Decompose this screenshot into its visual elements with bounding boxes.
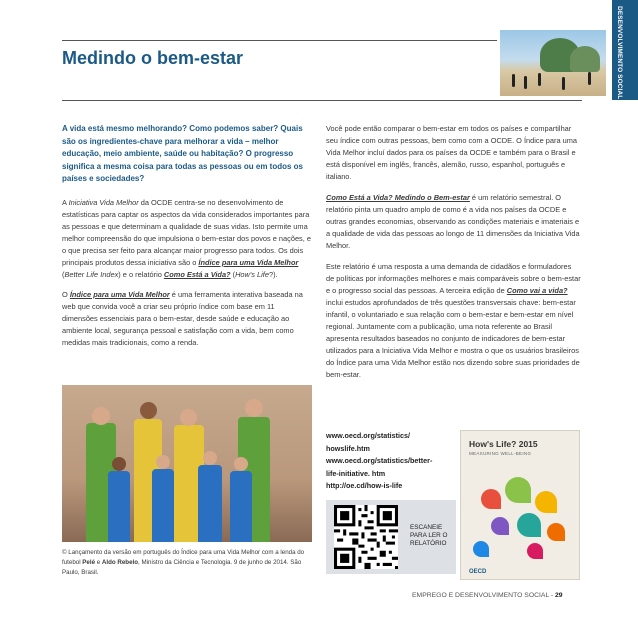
link-text[interactable]: http://oe.cd/how-is-life [326,481,403,490]
link-list [326,430,456,493]
cover-illustration-shape [547,523,565,541]
link-text[interactable]: www.oecd.org/statistics/ [326,431,411,440]
player-silhouette [524,76,527,89]
qr-code[interactable] [334,505,398,569]
paragraph: Você pode então comparar o bem-estar em todos os países e compartilhar seu índice com outras pessoas, bem como com a OCDE. O Índice para uma Vida Melhor incluí dados para os países da OCDE e também para o Brasil e está disponível em inglês, francês, alemão, russo, espanhol, português e italiano. [326,124,577,181]
top-rule [62,40,497,41]
qr-label-line: RELATÓRIO [410,540,447,548]
head [156,455,170,469]
head [245,399,263,417]
cover-illustration-shape [527,543,543,559]
footer-separator: - [548,592,556,599]
link-text[interactable]: howslife.htm [326,443,370,453]
beach-football-photo [500,30,606,96]
left-column [62,197,312,357]
head [203,451,217,465]
qr-code-graphic [334,505,398,569]
paragraph: O Índice para uma Vida Melhor é uma ferramenta interativa baseada na web que convida você a criar seu próprio índice com base em 11 dimensões essenciais para o bem-estar, desde saúde e educação ao ambiente local, segurança pessoal e satisfação com a vida, bem como medidas mais tradicionais, como a renda. [62,290,303,347]
page-number: 29 [555,592,563,599]
report-cover-title: How's Life? 2015 [469,439,538,449]
qr-instructions [410,524,448,549]
report-cover-subtitle: MEASURING WELL-BEING [469,451,532,456]
head [234,457,248,471]
head [92,407,110,425]
head [180,409,197,426]
photo-caption: © Lançamento da versão em português do Índice para uma Vida Melhor com a lenda do futebol Pelé e Aldo Rebelo, Ministro da Ciência e Tecnologia. 9 de junho de 2014. São Paulo, Brasil. [62,549,305,576]
head [112,457,126,471]
child-blue-shirt [108,471,130,542]
launch-event-photo [62,385,312,542]
player-silhouette [588,72,591,85]
mountain-shape [570,46,600,72]
player-silhouette [538,73,541,86]
qr-label-line: ESCANEIE [410,524,443,531]
footer-section: EMPREGO E DESENVOLVIMENTO SOCIAL [412,592,549,599]
paragraph: Este relatório é uma resposta a uma demanda de cidadãos e formuladores de políticas por informações melhores e mais comparáveis sobre o bem-estar e o progresso social das pessoas. A terceira edição de Como vai a vida? inclui estudos aprofundados de três questões transversais chave: bem-estar infantil, o voluntariado e sua relação com o bem-estar e bem-estar em nível regional. Juntamente com a publicação, uma nota referente ao Brasil apresenta resultados baseados no conjunto de indicadores de bem-estar utilizados para a Iniciativa Vida Melhor e mostra o que os usuários brasileiros do Índice para uma Vida Melhor estão nos dizendo sobre suas prioridades de bem-estar. [326,262,581,379]
page-footer [412,592,563,599]
cover-illustration-shape [473,541,489,557]
qr-label-line: PARA LER O [410,532,448,540]
title-underline-rule [62,100,582,101]
child-blue-shirt [198,465,222,542]
link-text[interactable]: life-initiative. htm [326,468,386,478]
report-cover [460,430,580,580]
right-column [326,123,581,390]
cover-illustration-shape [481,489,501,509]
paragraph: A Iniciativa Vida Melhor da OCDE centra-se no desenvolvimento de estatísticas para captar os aspectos da vida considerados importantes para as pessoas e que determinam a qualidade de suas vidas. Isto permite uma melhor compreensão do que impulsiona o bem-estar dos povos e nações, e o que precisa ser feito para alcançar maior progresso para todos. Os dois principais produtos dessa iniciativa são o Índice para uma Vida Melhor (Better Life Index) e o relatório Como Está a Vida? (How's Life?). [62,198,311,279]
lead-paragraph: A vida está mesmo melhorando? Como podemos saber? Quais são os ingredientes-chave para melhorar a vida – melhor educação, meio ambiente, saúde ou habitação? O progresso significa a mesma coisa para todas as pessoas ou em todos os países e sociedades? [62,124,303,184]
cover-illustration-shape [491,517,509,535]
child-blue-shirt [152,469,174,542]
section-tab [612,0,638,100]
player-silhouette [562,77,565,90]
section-tab-label: DESENVOLVIMENTO SOCIAL [616,6,623,100]
paragraph: Como Está a Vida? Medindo o Bem-estar é um relatório semestral. O relatório pinta um quadro amplo de como é a vida nos países da OCDE e outras grandes economias, observando as condições materiais e imateriais e a qualidade de vida das pessoas ao longo de 11 dimensões da Iniciativa Vida Melhor. [326,193,580,250]
child-blue-shirt [230,471,252,542]
qr-panel [326,500,456,574]
head [140,402,157,419]
cover-illustration-shape [517,513,541,537]
player-silhouette [512,74,515,87]
oecd-logo: OECD [469,569,487,575]
cover-illustration-shape [535,491,557,513]
cover-illustration-shape [505,477,531,503]
link-text[interactable]: www.oecd.org/statistics/better- [326,456,433,465]
page-title: Medindo o bem-estar [62,48,244,68]
